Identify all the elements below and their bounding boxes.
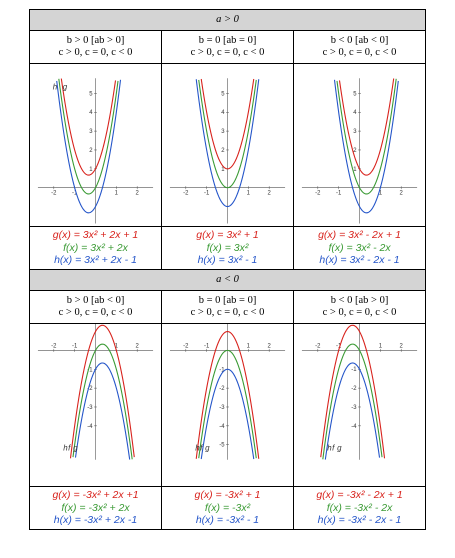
section-title-a-negative: a < 0 [30,270,426,291]
c-condition: c > 0, c = 0, c < 0 [190,47,265,58]
y-tick-label: 3 [353,129,357,136]
c-condition: c > 0, c = 0, c < 0 [322,47,397,58]
curve-g [70,325,134,458]
formula-f: f(x) = -3x² [204,501,251,514]
curve-label-f: f [332,443,335,453]
y-tick-label: 1 [353,166,357,173]
x-tick-label: 2 [267,343,271,350]
y-tick-label: 2 [221,147,225,154]
parabola-plot [162,324,294,487]
y-tick-label: -4 [87,423,93,430]
formula-cell [162,227,294,270]
b-condition: b < 0 [ab > 0] [330,295,389,306]
curve-h [335,80,399,213]
parabola-plot [294,324,426,487]
curve-label-h: h [327,443,332,453]
formula-h: h(x) = -3x² - 1 [195,514,260,527]
formula-cell [294,227,426,270]
x-tick-label: -2 [183,190,189,197]
parabola-plot [30,64,162,227]
curve-f [323,344,382,459]
condition-header [294,291,426,324]
curve-label-f: f [200,443,203,453]
y-tick-label: -2 [87,386,93,393]
x-tick-label: 2 [135,343,139,350]
curve-f [337,79,396,194]
b-condition: b = 0 [ab = 0] [198,295,257,306]
curve-f [73,344,132,459]
b-condition: b > 0 [ab > 0] [66,35,125,46]
x-tick-label: 2 [399,190,403,197]
curve-label-h: h [63,443,68,453]
y-tick-label: 1 [221,166,225,173]
y-tick-label: -3 [351,404,357,411]
formula-g: g(x) = 3x² + 2x + 1 [52,229,139,242]
y-tick-label: -1 [351,367,357,374]
formula-h: h(x) = -3x² - 2x - 1 [317,514,402,527]
y-tick-label: -4 [351,423,357,430]
x-tick-label: -1 [336,190,342,197]
x-tick-label: 1 [114,343,118,350]
x-tick-label: 2 [135,190,139,197]
formula-g: g(x) = -3x² - 2x + 1 [316,489,403,502]
section-title-a-positive: a > 0 [30,10,426,31]
x-tick-label: -2 [315,190,321,197]
y-tick-label: 4 [353,110,357,117]
y-tick-label: 2 [89,147,93,154]
condition-header [30,291,162,324]
y-tick-label: 5 [353,91,357,98]
c-condition: c > 0, c = 0, c < 0 [58,47,133,58]
y-tick-label: 4 [89,110,93,117]
y-tick-label: -2 [219,386,225,393]
curve-label-g: g [73,443,78,453]
formula-f: f(x) = 3x² [206,241,249,254]
curve-label-h: h [195,443,200,453]
b-condition: b < 0 [ab < 0] [330,35,389,46]
formula-g: g(x) = 3x² - 2x + 1 [318,229,401,242]
y-tick-label: -3 [219,404,225,411]
b-condition: b > 0 [ab < 0] [66,295,125,306]
curve-label-g: g [205,443,210,453]
condition-header [162,31,294,64]
condition-header [162,291,294,324]
formula-f: f(x) = 3x² - 2x [328,241,391,254]
curve-h [75,363,129,460]
x-tick-label: -1 [72,190,78,197]
x-tick-label: 1 [378,190,383,197]
formula-g: g(x) = -3x² + 1 [194,489,261,502]
x-tick-label: 2 [267,190,271,197]
c-condition: c > 0, c = 0, c < 0 [190,307,265,318]
y-tick-label: -1 [219,367,225,374]
b-condition: b = 0 [ab = 0] [198,35,257,46]
formula-h: h(x) = 3x² - 1 [197,254,258,267]
curve-label-g: g [337,443,342,453]
x-tick-label: 1 [378,343,383,350]
formula-cell [162,487,294,530]
y-tick-label: 2 [353,147,357,154]
y-tick-label: 5 [89,91,93,98]
x-tick-label: -1 [204,190,210,197]
y-tick-label: 5 [221,91,225,98]
formula-cell [30,487,162,530]
x-tick-label: -1 [336,343,342,350]
y-tick-label: -3 [87,404,93,411]
formula-cell [30,227,162,270]
x-tick-label: 1 [246,343,250,350]
x-tick-label: -1 [72,343,78,350]
x-tick-label: 1 [246,190,250,197]
y-tick-label: 3 [89,129,93,136]
y-tick-label: 4 [221,110,225,117]
condition-header [30,31,162,64]
parabola-table [29,9,426,530]
parabola-plot [294,64,426,227]
curve-h [57,80,121,213]
formula-f: f(x) = 3x² + 2x [63,241,128,254]
c-condition: c > 0, c = 0, c < 0 [58,307,133,318]
x-tick-label: -2 [51,190,57,197]
x-tick-label: -1 [204,343,210,350]
curve-label-f: f [68,443,71,453]
formula-g: g(x) = -3x² + 2x +1 [52,489,139,502]
x-tick-label: 2 [399,343,403,350]
y-tick-label: -5 [219,442,225,449]
formula-cell [294,487,426,530]
y-tick-label: 1 [89,166,93,173]
x-tick-label: -2 [51,343,57,350]
formula-f: f(x) = -3x² + 2x [61,501,130,514]
x-tick-label: 1 [114,190,118,197]
formula-g: g(x) = 3x² + 1 [196,229,259,242]
x-tick-label: -2 [315,343,321,350]
parabola-plot [30,324,162,487]
y-tick-label: 3 [221,129,225,136]
y-tick-label: -1 [87,367,93,374]
x-tick-label: -2 [183,343,189,350]
y-tick-label: -2 [351,386,357,393]
curve-label-g: g [62,82,68,92]
y-tick-label: -4 [219,423,225,430]
formula-f: f(x) = -3x² - 2x [326,501,393,514]
formula-h: h(x) = -3x² + 2x -1 [53,514,138,527]
c-condition: c > 0, c = 0, c < 0 [322,307,397,318]
formula-h: h(x) = 3x² + 2x - 1 [54,254,137,267]
formula-h: h(x) = 3x² - 2x - 1 [319,254,400,267]
curve-g [340,79,394,176]
condition-header [294,31,426,64]
curve-label-h: h [52,82,58,92]
parabola-plot [162,64,294,227]
